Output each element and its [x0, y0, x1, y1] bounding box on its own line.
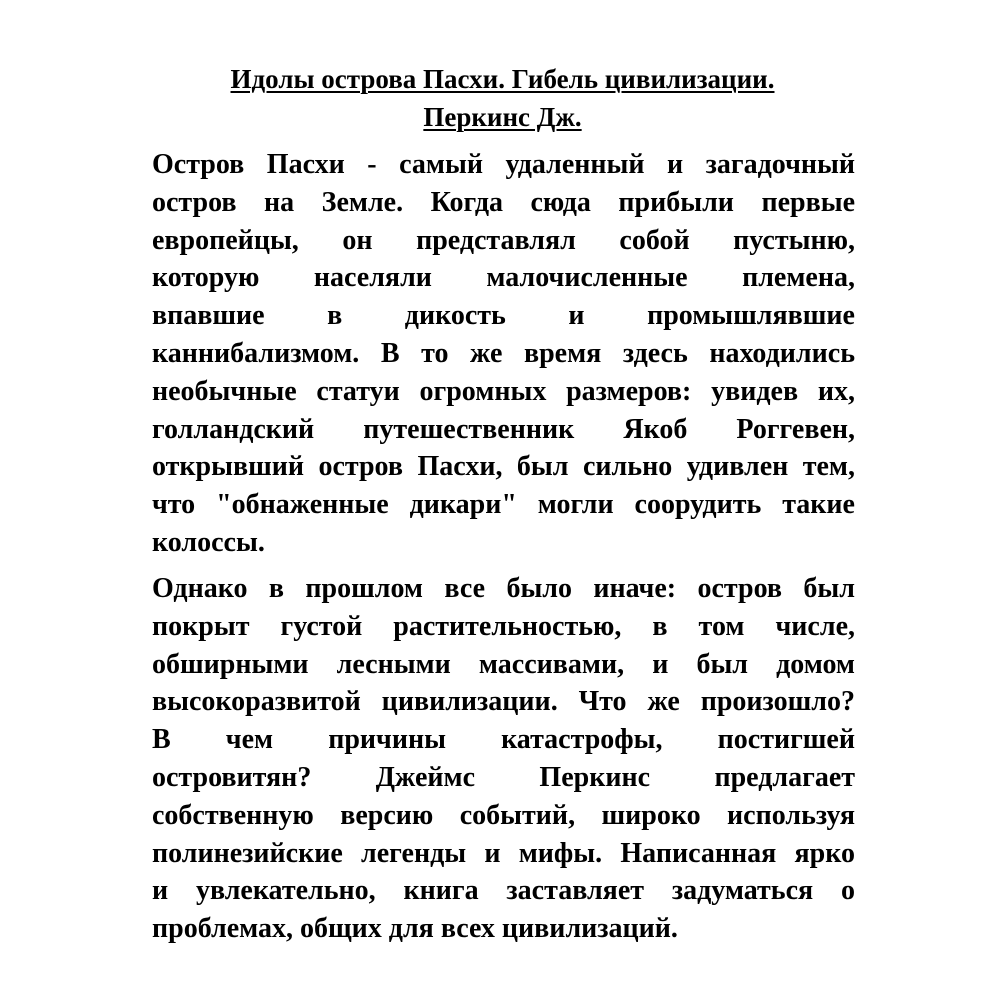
paragraph-line: колоссы.	[152, 526, 265, 558]
paragraph-line: каннибализмом. В то же время здесь находились	[152, 337, 855, 369]
paragraph-line: которую населяли малочисленные племена,	[152, 262, 855, 294]
paragraph-line: покрыт густой растительностью, в том числе,	[152, 610, 855, 642]
paragraph-line: открывший остров Пасхи, был сильно удивлен тем,	[152, 451, 855, 483]
paragraph-line: собственную версию событий, широко используя	[152, 799, 855, 831]
paragraph-line: европейцы, он представлял собой пустыню,	[152, 224, 855, 256]
paragraph-line: и увлекательно, книга заставляет задуматься о	[152, 875, 855, 907]
paragraph-line: островитян? Джеймс Перкинс предлагает	[152, 761, 855, 793]
paragraph-1	[152, 146, 855, 562]
paragraph-line: впавшие в дикость и промышлявшие	[152, 300, 855, 332]
paragraph-line: В чем причины катастрофы, постигшей	[152, 724, 855, 756]
paragraph-line: обширными лесными массивами, и был домом	[152, 648, 855, 680]
document-title	[150, 60, 855, 136]
title-line: Идолы острова Пасхи. Гибель цивилизации.	[230, 64, 775, 94]
paragraph-line: что "обнаженные дикари" могли соорудить такие	[152, 489, 855, 521]
paragraph-2	[152, 570, 855, 948]
paragraph-line: остров на Земле. Когда сюда прибыли первые	[152, 186, 855, 218]
paragraph-line: голландский путешественник Якоб Роггевен,	[152, 413, 855, 445]
paragraph-line: полинезийские легенды и мифы. Написанная ярко	[152, 837, 855, 869]
paragraph-line: Остров Пасхи - самый удаленный и загадочный	[152, 149, 855, 180]
author-line: Перкинс Дж.	[423, 102, 582, 132]
paragraph-line: проблемах, общих для всех цивилизаций.	[152, 913, 678, 945]
paragraph-line: необычные статуи огромных размеров: увидев их,	[152, 375, 855, 407]
paragraph-line: высокоразвитой цивилизации. Что же произошло?	[152, 686, 855, 718]
paragraph-line: Однако в прошлом все было иначе: остров был	[152, 573, 855, 604]
